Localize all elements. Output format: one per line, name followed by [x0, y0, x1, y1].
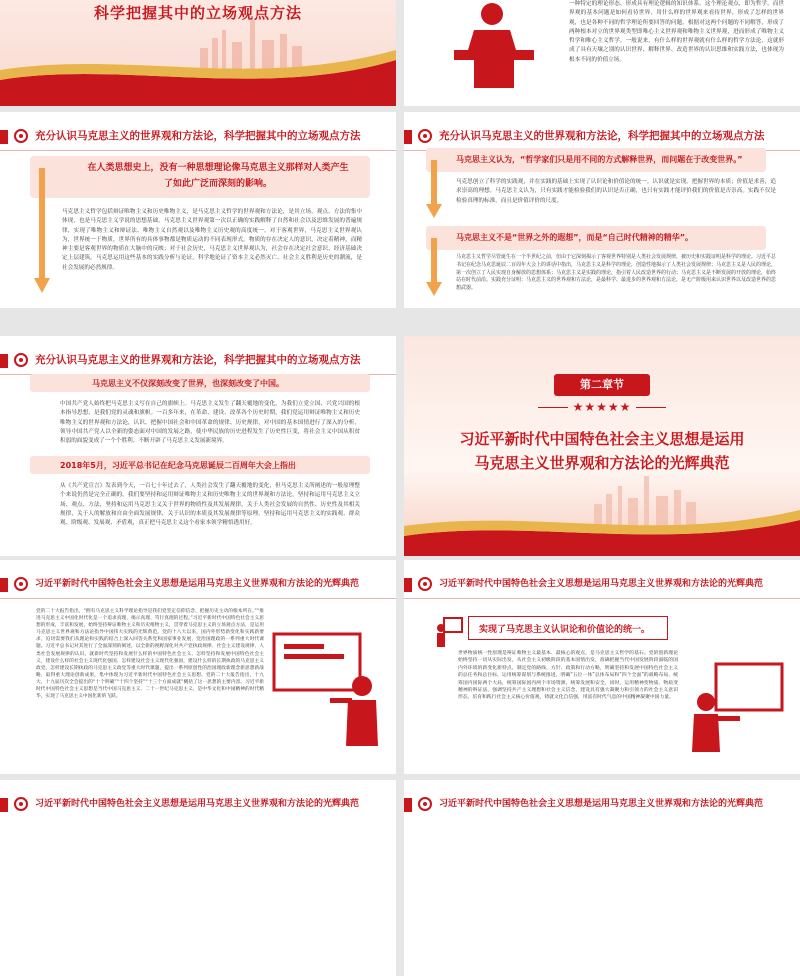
speech-text: 从《共产党宣言》发表到今天，一百七十年过去了，人类社会发生了翻天覆地的变化，但马克思主义所阐述的一般原理整个来说仍然是完全正确的。我们要坚持和运用辩证唯物主义和历史唯物主义的世界观和方法论，坚持和运用马克思主义立场、观点、方法，坚持和运用马克思主义关于世界的物质性及其发展规律，关于人类社会发展的自然性、历史性及其相关规律，关于人的解放和自由全面发展规律，关于认识的本质及其发展规律等原理，坚持和运用马克思主义的实践观、群众观、阶级观、发展观、矛盾观，真正把马克思主义这个看家本领学精悟透用好。	[60, 483, 360, 527]
banner-2	[30, 456, 370, 474]
banner-text: 实现了马克思主义认识论和价值论的统一。	[479, 625, 651, 635]
target-icon	[418, 129, 432, 143]
slide-next-left	[0, 780, 396, 976]
quote-text: 在人类思想史上，没有一种思想理论像马克思主义那样对人类产生了如此广泛而深刻的影响。	[87, 163, 349, 189]
target-icon	[418, 797, 432, 811]
header-bar	[0, 578, 8, 592]
star-icon: ★	[619, 400, 632, 414]
star-icon: ★	[584, 400, 597, 414]
chapter-label: 第二章节	[580, 378, 624, 391]
slide-header	[0, 126, 396, 146]
slide-header	[0, 794, 396, 814]
slide-title: 科学把握其中的立场观点方法	[93, 4, 302, 22]
callout-box-2	[426, 226, 766, 250]
callout-text-2: 马克思主义不是“世界之外的遐想”，而是“自己时代精神的精华”。	[456, 233, 694, 242]
slide-header	[404, 574, 800, 594]
slide-header	[404, 126, 800, 146]
chapter-title-line-1: 习近平新时代中国特色社会主义思想是运用	[459, 430, 745, 448]
exemplar-text: 党的二十大报告指出，“拥有马克思主义科学理论指导是我们党坚定信仰信念、把握历史主动的根本所在。”“推进马克思主义中国化时代化是一个追求真理、揭示真理、笃行真理的过程。”习近平新时代中国特色社会主义思想的形成，丰富和发展，始终坚持辩证唯物主义和历史唯物主义，贯穿着马克思主义的立场观点方法，是运用马克思主义世界观和方法论指导中国伟大实践的光辉典范。党的十八大以来，国内外形势新变化和实践新要求，迫切需要我们从理论和实践的结合上深入回答关系党和国家事业发展、党治国理政的一系列重大时代课题。习近平总书记对其进行了全面深刻的阐述，以全新的视野深化对共产党执政规律、社会主义建设规律、人类社会发展规律的认识，就新时代坚持和发展什么样的中国特色社会主义、怎样坚持和发展中国特色社会主义，建设什么样的社会主义现代化强国、怎样建设社会主义现代化强国，建设什么样的长期执政的马克思主义政党、怎样建设长期执政的马克思主义政党等重大时代课题，提出一系列原创性的治国理政新理念新思想新战略，取得重大理论创新成果，集中体现为习近平新时代中国特色社会主义思想。党的二十大报告指出，十九大、十九届历次全会提出的“十个明确”“十四个坚持”“十三个方面成就”概括了这一思想的主要内容。习近平新时代中国特色社会主义思想是当代中国马克思主义、二十一世纪马克思主义，是中华文化和中国精神的时代精华，实现了马克思主义中国化新的飞跃。	[36, 609, 264, 700]
header-bar	[404, 130, 412, 144]
header-title: 充分认识马克思主义的世界观和方法论，科学把握其中的立场观点方法	[35, 354, 361, 366]
slide-marxism-influence	[0, 112, 396, 308]
header-title: 充分认识马克思主义的世界观和方法论，科学把握其中的立场观点方法	[35, 130, 361, 142]
unity-text: 世界物质统一性原理是辩证唯物主义最基本、最核心的观点，是马克思主义哲学的基石。党的创新理论始终坚持一切从实际出发，从社会主义初级阶段的基本国情出发，准确把握当代中国发展阶段面临的国内外环境的新变化新特点，制定党的路线、方针、政策和行动方略，明确坚持和发展中国特色社会主义的总任务和总目标，运用统筹谋划与系统推进，明确“五位一体”总体布局和“四个全面”的战略布局，统筹国内国际两个大局，统筹国际国内两个市场资源，统筹发展和安全，同时，运用精神变物质、物质变精神的辩证法，强调坚持共产主义理想和社会主义信念，建设具有强大凝聚力和引领力的社会主义意识形态，培育和践行社会主义核心价值观，铸就文化自信强，用富有时代气息的中国精神凝聚中国力量。	[458, 651, 678, 701]
header-divider	[404, 598, 800, 599]
down-arrow-icon	[426, 238, 442, 298]
slide-title-banner	[0, 0, 396, 106]
slide-thought-exemplar	[0, 560, 396, 774]
slide-header	[404, 794, 800, 814]
chapter-title-line-2: 马克思主义世界观和方法论的光辉典范	[474, 454, 730, 472]
target-icon	[14, 353, 28, 367]
banner-1	[30, 374, 370, 392]
target-icon	[14, 797, 28, 811]
banner	[468, 616, 668, 640]
banner-text-1: 马克思主义不仅深刻改变了世界，也深刻改变了中国。	[92, 379, 284, 388]
speaker-at-board-icon	[686, 664, 786, 754]
speaker-podium-icon	[434, 0, 554, 90]
header-bar	[0, 798, 8, 812]
slide-china-change	[0, 336, 396, 556]
header-title: 习近平新时代中国特色社会主义思想是运用马克思主义世界观和方法论的光辉典范	[35, 799, 360, 809]
influence-text: 马克思主义哲学包括辩证唯物主义和历史唯物主义，是马克思主义哲学的世界观和方法论，是其立场、观点、方法的集中体现，也是马克思主义学说的思想基础。马克思主义世界观第一次以正确的实践解释了自然和社会以及思维发展的普遍规律，实现了唯物主义和辩证法、唯物主义自然观以及唯物主义历史观的高度统一。对于客观世界，马克思主义世界观认为，世界统一于物质，世界所有的具体事物都是物质运动的不同表现形式。物质的存在决定人的意识，决定着精神，而精神主要是客观世界的物质在大脑中的反映；对于社会历史，马克思主义世界观认为，社会存在决定社会意识，经济基础决定上层建筑。马克思运用这些基本的实践分析与论证，科学地论证了资本主义必然灭亡、社会主义胜利是历史的潮流，是社会发展的必然规律。	[62, 209, 362, 271]
banner-text-2: 2018年5月，习近平总书记在纪念马克思诞辰二百周年大会上指出	[60, 461, 296, 470]
scientific-theory-text: 马克思主义哲学尽管诞生在一个半世纪之前，但由于它深刻揭示了客观世界特别是人类社会发展规律，被历史和实践证明是科学的理论。习近平总书记在纪念马克思诞辰二百周年大会上的讲话中指出，马克思主义是科学的理论，创造性地揭示了人类社会发展规律；马克思主义是人民的理论，第一次创立了人民实现自身解放的思想体系；马克思主义是实践的理论，指引着人民改造世界的行动；马克思主义是不断发展的开放的理论，始终站在时代前沿。实践充分证明：马克思主义的世界观和方法论，是最科学、最进步的世界观和方法论，是无产阶级用来认识世界以及改造世界的思想武器。	[456, 254, 777, 292]
header-title: 习近平新时代中国特色社会主义思想是运用马克思主义世界观和方法论的光辉典范	[35, 579, 360, 589]
worldview-text: 一种特定的理论形态、形成具有理论逻辑的知识体系。这个理论观点，即为哲学。而世界观的基本问题是如何看待世界，用什么样的世界观来看待世界，形成了怎样的世界观，也是各种不同的哲学理论所要回答的问题。根据对这两个问题的不同解答，形成了两种根本对立的世界观类型即唯心主义世界观和唯物主义世界观，进而形成了唯物主义哲学和唯心主义哲学。一般说来，有什么样的世界观就有什么样的哲学方法论，这就形成了具有天壤之别的认识世界、解释世界、改造世界的认识思维和实践方法，也体现为根本不同的价值立场。	[569, 1, 784, 63]
slide-chapter-cover	[404, 336, 800, 556]
callout-box-1	[426, 148, 766, 172]
divider-line-left	[538, 407, 568, 408]
header-title: 习近平新时代中国特色社会主义思想是运用马克思主义世界观和方法论的光辉典范	[439, 799, 764, 809]
target-icon	[418, 577, 432, 591]
presentation-icon	[434, 616, 464, 648]
down-arrow-icon	[34, 168, 50, 293]
slide-header	[0, 574, 396, 594]
slide-worldview-intro	[404, 0, 800, 106]
star-icon: ★	[607, 400, 620, 414]
practice-text: 马克思创立了科学的实践观，并在实践的基础上实现了认识论和价值论的统一。认识就是实现，把握世界的本质；价值是求善，追求崇高的理想。马克思主义认为，只有实践才能检验我们的认识是否正确，也只有实践才能评价我们的价值是否崇高。实践不仅是检验真理的标准，而且是价值评价的尺度。	[456, 179, 776, 204]
presenter-board-icon	[274, 634, 384, 754]
header-bar	[404, 798, 412, 812]
header-title: 习近平新时代中国特色社会主义思想是运用马克思主义世界观和方法论的光辉典范	[439, 579, 764, 589]
header-bar	[0, 354, 8, 368]
header-divider	[0, 150, 396, 151]
slide-header	[0, 350, 396, 370]
slide-unity-theory	[404, 560, 800, 774]
star-icon: ★	[572, 400, 585, 414]
quote-box	[30, 156, 370, 198]
divider-line-right	[636, 407, 666, 408]
chapter-badge	[554, 374, 650, 396]
target-icon	[14, 577, 28, 591]
slide-next-right	[404, 780, 800, 976]
header-divider	[0, 598, 396, 599]
slide-change-world	[404, 112, 800, 308]
china-change-text: 中国共产党人始终把马克思主义写在自己的旗帜上。马克思主义发生了翻天覆地的变化，为我们立党立国、兴党兴国的根本指导思想，是我们党的灵魂和旗帜。一百多年来，在革命、建设、改革各个历史时期，我们党运用辩证唯物主义和历史唯物主义的世界观和方法论，认识、把握中国社会和中国革命的规律、历史规律，对中国的基本国情进行了深入的分析，领导中国共产党人以全新的姿态面对中国的发展之路，使中华民族的历史进程发生了历史性巨变，将社会主义中国从积贫积弱的面貌变成了一个个胜利。不断开辟了马克思主义发展新境界。	[60, 401, 360, 445]
header-bar	[404, 578, 412, 592]
target-icon	[14, 129, 28, 143]
callout-text-1: 马克思主义认为，“哲学家们只是用不同的方式解释世界，而问题在于改变世界。”	[456, 155, 743, 164]
header-title: 充分认识马克思主义的世界观和方法论，科学把握其中的立场观点方法	[439, 130, 765, 142]
down-arrow-icon	[426, 160, 442, 220]
star-icon: ★	[596, 400, 608, 414]
stars-row	[404, 400, 800, 414]
header-bar	[0, 130, 8, 144]
